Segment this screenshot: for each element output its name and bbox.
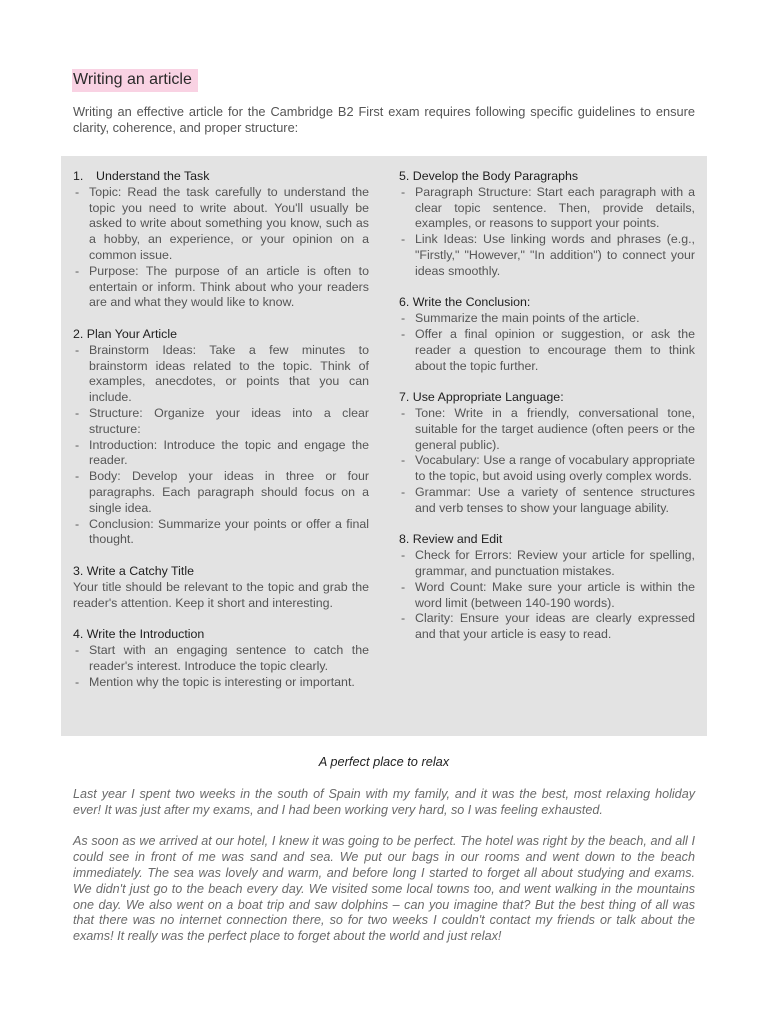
article-paragraph: As soon as we arrived at our hotel, I knew it was going to be perfect. The hotel was right by the beach, and all I could see in front of me was sand and sea. We put our bags in our rooms and went down to the beach immediately. The sea was lovely and warm, and before long I started to forget all about studying and exams. We didn't just go to the beach every day. We visited some local towns too, and went walking in the mountains one day. We also went on a boat trip and saw dolphins – can you imagine that? But the best thing of all was that there was no internet connection there, so for two weeks I couldn't contact my friends or talk about the exams! It really was the perfect place to forget about the world and just relax! <box>73 834 695 944</box>
page-title: Writing an article <box>72 69 198 92</box>
sample-article <box>73 787 695 961</box>
guidelines-right-column <box>399 169 695 659</box>
list-item: - Vocabulary: Use a range of vocabulary appropriate to the topic, but avoid using overly complex words. <box>399 453 695 485</box>
list-item: - Brainstorm Ideas: Take a few minutes to brainstorm ideas related to the topic. Think of examples, anecdotes, or points that you can include. <box>73 343 369 406</box>
list-item: - Start with an engaging sentence to catch the reader's interest. Introduce the topic clearly. <box>73 643 369 675</box>
section-language <box>399 390 695 516</box>
list-item: - Conclusion: Summarize your points or offer a final thought. <box>73 517 369 549</box>
section-catchy-title <box>73 564 369 611</box>
sample-article-title: A perfect place to relax <box>318 754 450 769</box>
section-conclusion <box>399 295 695 374</box>
list-item: - Check for Errors: Review your article for spelling, grammar, and punctuation mistakes. <box>399 548 695 580</box>
guidelines-box <box>61 156 707 736</box>
section-heading: 8. Review and Edit <box>399 532 503 547</box>
list-item: - Grammar: Use a variety of sentence structures and verb tenses to show your language ability. <box>399 485 695 517</box>
section-paragraph: Your title should be relevant to the topic and grab the reader's attention. Keep it short and interesting. <box>73 579 369 610</box>
list-item: - Body: Develop your ideas in three or four paragraphs. Each paragraph should focus on a single idea. <box>73 469 369 516</box>
list-item: - Link Ideas: Use linking words and phrases (e.g., "Firstly," "However," "In addition") to connect your ideas smoothly. <box>399 232 695 279</box>
section-heading: 3. Write a Catchy Title <box>73 563 194 578</box>
section-heading: 7. Use Appropriate Language: <box>399 390 564 405</box>
section-introduction <box>73 627 369 690</box>
section-heading: 4. Write the Introduction <box>73 627 205 642</box>
article-paragraph: Last year I spent two weeks in the south of Spain with my family, and it was the best, most relaxing holiday ever! It was just after my exams, and I had been working very hard, so I was feeling exhausted. <box>73 787 695 817</box>
list-item: - Offer a final opinion or suggestion, or ask the reader a question to encourage them to think about the topic further. <box>399 327 695 374</box>
list-item: - Structure: Organize your ideas into a clear structure: <box>73 406 369 438</box>
section-review-edit <box>399 532 695 643</box>
section-heading: 5. Develop the Body Paragraphs <box>399 169 579 183</box>
section-number: 1. <box>73 169 84 183</box>
section-heading: 6. Write the Conclusion: <box>399 295 531 310</box>
intro-paragraph: Writing an effective article for the Cambridge B2 First exam requires following specific guidelines to ensure clarity, coherence, and proper structure: <box>73 104 695 135</box>
list-item: - Paragraph Structure: Start each paragraph with a clear topic sentence. Then, provide details, examples, or reasons to support your points. <box>399 185 695 232</box>
section-understand-task <box>73 169 369 311</box>
list-item: - Clarity: Ensure your ideas are clearly expressed and that your article is easy to read. <box>399 611 695 643</box>
list-item: - Tone: Write in a friendly, conversational tone, suitable for the target audience (often peers or the general public). <box>399 406 695 453</box>
section-body-paragraphs <box>399 169 695 280</box>
section-plan-article <box>73 327 369 548</box>
list-item: - Topic: Read the task carefully to understand the topic you need to write about. You'll usually be asked to write about something you know, such as a hobby, an experience, or your opinion on a common issue. <box>73 185 369 264</box>
list-item: - Mention why the topic is interesting or important. <box>73 675 369 691</box>
guidelines-left-column <box>73 169 369 706</box>
list-item: - Purpose: The purpose of an article is often to entertain or inform. Think about who your readers are and what they would like to know. <box>73 264 369 311</box>
list-item: - Word Count: Make sure your article is within the word limit (between 140-190 words). <box>399 580 695 612</box>
list-item: - Introduction: Introduce the topic and engage the reader. <box>73 438 369 470</box>
section-heading: Understand the Task <box>96 169 210 183</box>
section-heading: 2. Plan Your Article <box>73 326 178 341</box>
list-item: - Summarize the main points of the article. <box>399 311 695 327</box>
